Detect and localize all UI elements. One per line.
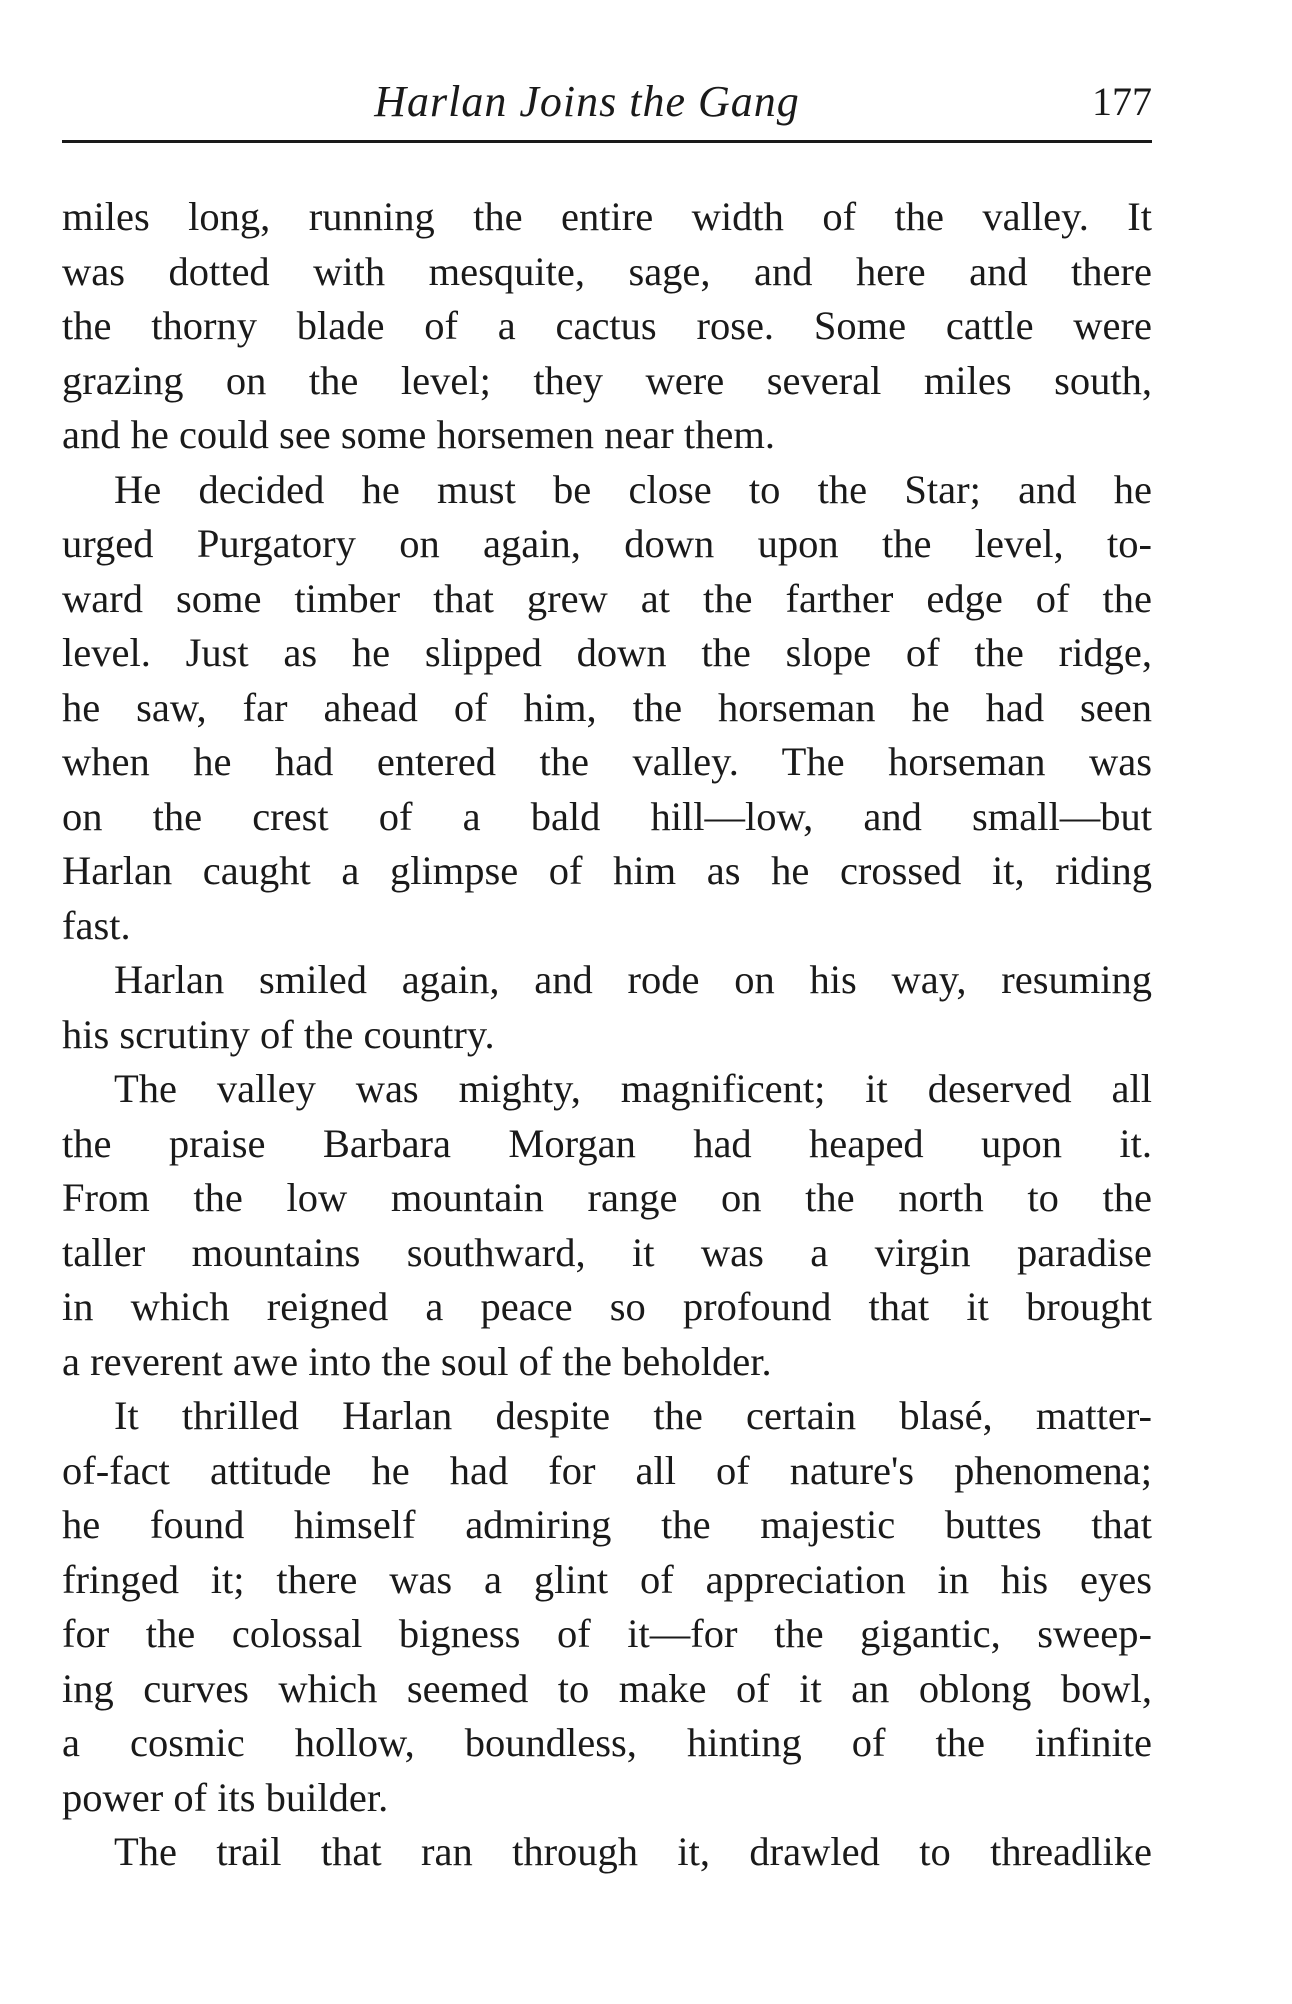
header-rule	[62, 140, 1152, 143]
text-line: fringed it; there was a glint of appreciation in his eyes	[62, 1556, 1152, 1602]
text-line: was dotted with mesquite, sage, and here and there	[62, 248, 1152, 294]
text-line: on the crest of a bald hill—low, and small—but	[62, 793, 1152, 839]
text-line: The valley was mighty, magnificent; it deserved all	[114, 1066, 1152, 1111]
text-line: Harlan smiled again, and rode on his way, resuming	[114, 957, 1152, 1002]
text-line: the thorny blade of a cactus rose. Some cattle were	[62, 303, 1152, 348]
text-line: when he had entered the valley. The horseman was	[62, 739, 1152, 784]
text-line: power of its builder.	[62, 1774, 389, 1820]
text-line: From the low mountain range on the north to the	[62, 1175, 1152, 1220]
text-line: taller mountains southward, it was a virgin paradise	[62, 1229, 1152, 1275]
text-line: The trail that ran through it, drawled to threadlike	[114, 1829, 1152, 1874]
text-line: in which reigned a peace so profound that it brought	[62, 1284, 1152, 1329]
text-line: he found himself admiring the majestic buttes that	[62, 1502, 1152, 1547]
text-line: for the colossal bigness of it—for the gigantic, sweep-	[62, 1611, 1152, 1656]
text-line: ing curves which seemed to make of it an oblong bowl,	[62, 1665, 1152, 1711]
text-line: level. Just as he slipped down the slope of the ridge,	[62, 630, 1152, 675]
running-title: Harlan Joins the Gang	[374, 77, 800, 126]
text-line: of-fact attitude he had for all of nature's phenomena;	[62, 1447, 1152, 1493]
text-line: a cosmic hollow, boundless, hinting of the infinite	[62, 1720, 1152, 1765]
text-line: his scrutiny of the country.	[62, 1011, 495, 1057]
page-number: 177	[1092, 79, 1152, 124]
text-line: a reverent awe into the soul of the beholder.	[62, 1338, 772, 1384]
text-line: the praise Barbara Morgan had heaped upon it.	[62, 1120, 1152, 1166]
text-line: miles long, running the entire width of the valley. It	[62, 194, 1152, 239]
text-line: He decided he must be close to the Star; and he	[114, 466, 1152, 512]
text-line: fast.	[62, 902, 131, 948]
text-line: urged Purgatory on again, down upon the level, to-	[62, 521, 1152, 566]
text-line: grazing on the level; they were several miles south,	[62, 357, 1152, 403]
text-line: he saw, far ahead of him, the horseman he had seen	[62, 684, 1152, 730]
running-head	[62, 72, 1152, 132]
text-line: ward some timber that grew at the farther edge of the	[62, 575, 1152, 621]
text-line: and he could see some horsemen near them.	[62, 412, 776, 457]
text-line: Harlan caught a glimpse of him as he crossed it, riding	[62, 848, 1152, 893]
text-line: It thrilled Harlan despite the certain blasé, matter-	[114, 1393, 1152, 1438]
body-text	[62, 190, 1152, 1880]
